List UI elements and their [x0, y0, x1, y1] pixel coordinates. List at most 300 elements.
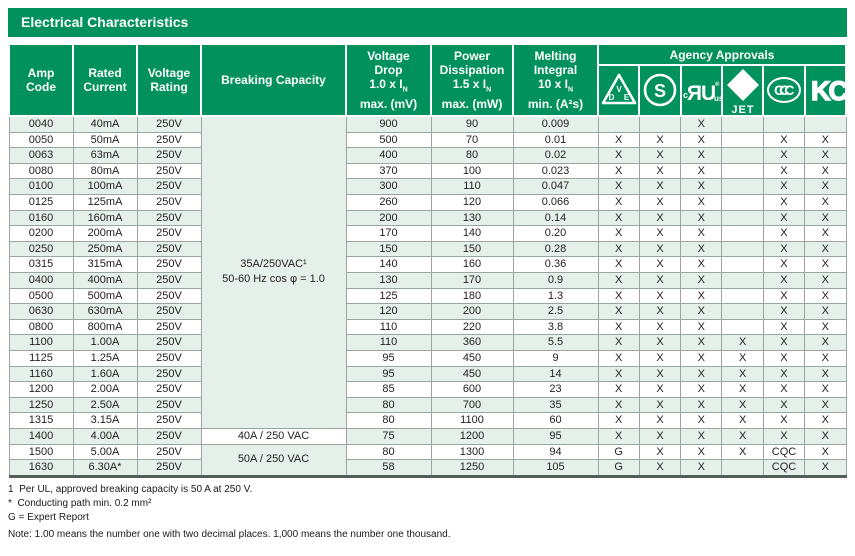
table-row	[9, 319, 846, 335]
cell-approval-ccc: X	[763, 241, 804, 257]
cell-power-dissipation: 1200	[431, 428, 513, 444]
cell-approval-pse-jet	[722, 288, 763, 304]
cell-melting-integral: 23	[513, 382, 598, 398]
cell-melting-integral: 0.20	[513, 226, 598, 242]
cell-voltage-drop: 130	[346, 272, 431, 288]
cell-power-dissipation: 160	[431, 257, 513, 273]
cell-amp-code: 0125	[9, 194, 73, 210]
footnote-expert-report: G = Expert Report	[8, 512, 89, 524]
cell-voltage-drop: 500	[346, 132, 431, 148]
cell-approval-vde: X	[598, 288, 639, 304]
cell-approval-ccc: X	[763, 210, 804, 226]
svg-text:CCC: CCC	[774, 82, 790, 98]
cell-rated-current: 5.00A	[73, 444, 137, 460]
cell-approval-vde: X	[598, 272, 639, 288]
svg-text:KC: KC	[810, 76, 846, 106]
table-row	[9, 163, 846, 179]
svg-text:PS: PS	[736, 75, 749, 85]
cell-voltage-rating: 250V	[137, 382, 201, 398]
table-row	[9, 460, 846, 477]
col-header-rated-current: Rated Current	[73, 44, 137, 116]
section-title: Electrical Characteristics	[8, 8, 847, 37]
cell-rated-current: 40mA	[73, 116, 137, 132]
cell-approval-semko-s: X	[639, 210, 680, 226]
cell-approval-vde: X	[598, 350, 639, 366]
cell-approval-pse-jet: X	[722, 444, 763, 460]
cell-melting-integral: 2.5	[513, 304, 598, 320]
cell-amp-code: 0315	[9, 257, 73, 273]
cell-approval-cul-us: X	[681, 163, 722, 179]
cell-voltage-drop: 140	[346, 257, 431, 273]
cell-approval-vde: X	[598, 132, 639, 148]
svg-text:E: E	[623, 93, 630, 102]
cell-amp-code: 1125	[9, 350, 73, 366]
col-header-melting-integral: Melting Integral 10 x $I_N$ min. (A²s)	[513, 44, 598, 116]
cell-voltage-rating: 250V	[137, 132, 201, 148]
cell-approval-kc: X	[805, 319, 846, 335]
cell-melting-integral: 95	[513, 428, 598, 444]
cell-approval-ccc: X	[763, 226, 804, 242]
cell-voltage-rating: 250V	[137, 241, 201, 257]
cell-approval-vde: X	[598, 179, 639, 195]
cell-approval-semko-s: X	[639, 148, 680, 164]
cell-melting-integral: 60	[513, 413, 598, 429]
table-row	[9, 272, 846, 288]
cell-approval-semko-s: X	[639, 335, 680, 351]
cell-voltage-rating: 250V	[137, 366, 201, 382]
cell-approval-cul-us: X	[681, 382, 722, 398]
cell-power-dissipation: 70	[431, 132, 513, 148]
cell-approval-pse-jet	[722, 226, 763, 242]
cell-amp-code: 1250	[9, 397, 73, 413]
cell-power-dissipation: 450	[431, 350, 513, 366]
cell-power-dissipation: 700	[431, 397, 513, 413]
cell-voltage-drop: 80	[346, 444, 431, 460]
table-row	[9, 226, 846, 242]
cell-power-dissipation: 150	[431, 241, 513, 257]
table-row	[9, 413, 846, 429]
cell-amp-code: 1500	[9, 444, 73, 460]
cell-rated-current: 250mA	[73, 241, 137, 257]
pse-jet-icon	[723, 66, 763, 115]
svg-text:ЯU: ЯU	[686, 82, 715, 105]
cell-amp-code: 1630	[9, 460, 73, 477]
table-row	[9, 288, 846, 304]
cell-approval-ccc: X	[763, 257, 804, 273]
cell-approval-pse-jet: X	[722, 397, 763, 413]
cell-power-dissipation: 600	[431, 382, 513, 398]
cell-approval-pse-jet	[722, 179, 763, 195]
cell-approval-kc: X	[805, 163, 846, 179]
cell-rated-current: 50mA	[73, 132, 137, 148]
cell-voltage-rating: 250V	[137, 194, 201, 210]
cell-approval-semko-s: X	[639, 132, 680, 148]
cell-voltage-drop: 900	[346, 116, 431, 132]
cell-amp-code: 0630	[9, 304, 73, 320]
cell-voltage-rating: 250V	[137, 350, 201, 366]
table-row	[9, 148, 846, 164]
cell-approval-semko-s: X	[639, 460, 680, 477]
cell-voltage-rating: 250V	[137, 148, 201, 164]
cell-approval-pse-jet	[722, 257, 763, 273]
table-row	[9, 257, 846, 273]
cell-approval-kc: X	[805, 428, 846, 444]
cell-voltage-rating: 250V	[137, 116, 201, 132]
col-header-voltage-drop: Voltage Drop 1.0 x $I_N$ max. (mV)	[346, 44, 431, 116]
cell-rated-current: 400mA	[73, 272, 137, 288]
cell-approval-ccc: X	[763, 304, 804, 320]
cell-approval-cul-us: X	[681, 288, 722, 304]
col-header-amp-code: Amp Code	[9, 44, 73, 116]
breaking-capacity-line: 40A / 250 VAC	[237, 429, 310, 442]
cell-approval-semko-s: X	[639, 257, 680, 273]
cell-power-dissipation: 450	[431, 366, 513, 382]
cell-approval-cul-us: X	[681, 241, 722, 257]
cell-melting-integral: 0.023	[513, 163, 598, 179]
cell-power-dissipation: 180	[431, 288, 513, 304]
cell-approval-kc: X	[805, 304, 846, 320]
cell-voltage-rating: 250V	[137, 335, 201, 351]
cell-amp-code: 0800	[9, 319, 73, 335]
table-row	[9, 179, 846, 195]
cell-approval-vde: X	[598, 257, 639, 273]
cell-approval-vde: X	[598, 335, 639, 351]
cell-rated-current: 315mA	[73, 257, 137, 273]
footnote-conducting-path: * Conducting path min. 0.2 mm²	[8, 498, 152, 510]
cell-approval-vde	[598, 116, 639, 132]
cell-approval-cul-us: X	[681, 460, 722, 477]
cell-approval-ccc: X	[763, 272, 804, 288]
agency-header-kc	[805, 65, 846, 116]
cell-approval-ccc: X	[763, 132, 804, 148]
agency-header-ccc	[763, 65, 804, 116]
cell-approval-kc	[805, 116, 846, 132]
table-row	[9, 366, 846, 382]
cell-amp-code: 0050	[9, 132, 73, 148]
cell-power-dissipation: 110	[431, 179, 513, 195]
cell-power-dissipation: 130	[431, 210, 513, 226]
kc-icon	[806, 67, 846, 114]
cell-approval-semko-s: X	[639, 163, 680, 179]
cell-approval-pse-jet: X	[722, 413, 763, 429]
cell-approval-ccc: CQC	[763, 460, 804, 477]
cell-approval-pse-jet: X	[722, 428, 763, 444]
cell-approval-vde: G	[598, 460, 639, 477]
cell-approval-pse-jet: X	[722, 382, 763, 398]
cell-approval-pse-jet	[722, 132, 763, 148]
cell-approval-kc: X	[805, 241, 846, 257]
breaking-capacity-line: 50A / 250 VAC	[237, 453, 310, 466]
cell-amp-code: 0063	[9, 148, 73, 164]
cell-approval-kc: X	[805, 460, 846, 477]
cell-melting-integral: 5.5	[513, 335, 598, 351]
cell-voltage-drop: 85	[346, 382, 431, 398]
col-header-voltage-rating: Voltage Rating	[137, 44, 201, 116]
cell-voltage-drop: 370	[346, 163, 431, 179]
cell-amp-code: 1160	[9, 366, 73, 382]
cell-approval-semko-s: X	[639, 304, 680, 320]
cell-approval-pse-jet	[722, 116, 763, 132]
cell-amp-code: 0040	[9, 116, 73, 132]
cell-rated-current: 2.50A	[73, 397, 137, 413]
cell-approval-vde: X	[598, 366, 639, 382]
cell-approval-vde: X	[598, 319, 639, 335]
cell-melting-integral: 0.066	[513, 194, 598, 210]
cell-approval-kc: X	[805, 257, 846, 273]
cell-approval-vde: X	[598, 163, 639, 179]
cell-voltage-drop: 400	[346, 148, 431, 164]
cell-voltage-drop: 200	[346, 210, 431, 226]
cell-rated-current: 800mA	[73, 319, 137, 335]
cell-power-dissipation: 140	[431, 226, 513, 242]
cell-breaking-capacity	[201, 444, 346, 476]
cell-approval-semko-s: X	[639, 366, 680, 382]
cell-voltage-rating: 250V	[137, 288, 201, 304]
cell-approval-vde: X	[598, 413, 639, 429]
cell-approval-cul-us: X	[681, 272, 722, 288]
cell-approval-kc: X	[805, 132, 846, 148]
table-row	[9, 397, 846, 413]
footnote-ul: 1 Per UL, approved breaking capacity is 50 A at 250 V.	[8, 484, 253, 496]
cell-power-dissipation: 90	[431, 116, 513, 132]
cell-rated-current: 63mA	[73, 148, 137, 164]
cell-voltage-drop: 80	[346, 413, 431, 429]
cell-approval-semko-s: X	[639, 397, 680, 413]
cell-voltage-drop: 170	[346, 226, 431, 242]
cell-approval-cul-us: X	[681, 226, 722, 242]
table-header	[9, 44, 846, 116]
cell-approval-pse-jet	[722, 241, 763, 257]
cell-voltage-rating: 250V	[137, 210, 201, 226]
cell-approval-kc: X	[805, 335, 846, 351]
cell-approval-semko-s: X	[639, 226, 680, 242]
cell-approval-kc: X	[805, 210, 846, 226]
table-row	[9, 116, 846, 132]
cell-voltage-drop: 110	[346, 319, 431, 335]
cell-voltage-drop: 300	[346, 179, 431, 195]
cell-voltage-rating: 250V	[137, 444, 201, 460]
cell-approval-cul-us: X	[681, 335, 722, 351]
cell-rated-current: 100mA	[73, 179, 137, 195]
cell-approval-ccc: X	[763, 148, 804, 164]
cell-approval-cul-us: X	[681, 116, 722, 132]
cell-power-dissipation: 1300	[431, 444, 513, 460]
cell-approval-ccc: X	[763, 366, 804, 382]
cell-voltage-rating: 250V	[137, 319, 201, 335]
cell-amp-code: 1100	[9, 335, 73, 351]
cell-approval-semko-s: X	[639, 444, 680, 460]
svg-text:S: S	[654, 81, 667, 101]
cell-approval-ccc: X	[763, 179, 804, 195]
cell-voltage-drop: 75	[346, 428, 431, 444]
cell-melting-integral: 9	[513, 350, 598, 366]
svg-text:E: E	[739, 85, 746, 95]
cell-approval-vde: X	[598, 226, 639, 242]
cell-power-dissipation: 170	[431, 272, 513, 288]
cell-voltage-drop: 95	[346, 366, 431, 382]
cell-voltage-drop: 125	[346, 288, 431, 304]
cell-rated-current: 125mA	[73, 194, 137, 210]
cell-approval-cul-us: X	[681, 304, 722, 320]
cell-approval-ccc: X	[763, 413, 804, 429]
cell-rated-current: 200mA	[73, 226, 137, 242]
cell-approval-cul-us: X	[681, 194, 722, 210]
cell-power-dissipation: 1100	[431, 413, 513, 429]
cell-power-dissipation: 220	[431, 319, 513, 335]
cell-approval-kc: X	[805, 413, 846, 429]
cell-amp-code: 0400	[9, 272, 73, 288]
vde-icon	[599, 67, 639, 114]
breaking-capacity-line: 50-60 Hz cos φ = 1.0	[222, 273, 325, 286]
cell-amp-code: 0200	[9, 226, 73, 242]
cell-melting-integral: 0.14	[513, 210, 598, 226]
footnote-number-format: Note: 1.00 means the number one with two decimal places. 1,000 means the number one thousand.	[8, 529, 451, 541]
cell-amp-code: 0080	[9, 163, 73, 179]
table-row	[9, 335, 846, 351]
cell-amp-code: 0250	[9, 241, 73, 257]
cell-rated-current: 1.00A	[73, 335, 137, 351]
cell-approval-kc: X	[805, 272, 846, 288]
agency-header-vde	[598, 65, 639, 116]
cell-rated-current: 3.15A	[73, 413, 137, 429]
table-row	[9, 210, 846, 226]
table-row	[9, 444, 846, 460]
cell-approval-vde: X	[598, 241, 639, 257]
footnotes	[8, 483, 847, 542]
ccc-icon	[764, 67, 804, 114]
cell-approval-kc: X	[805, 288, 846, 304]
table-row	[9, 350, 846, 366]
cell-melting-integral: 1.3	[513, 288, 598, 304]
cell-approval-cul-us: X	[681, 366, 722, 382]
cell-rated-current: 4.00A	[73, 428, 137, 444]
cell-approval-cul-us: X	[681, 397, 722, 413]
cell-voltage-rating: 250V	[137, 460, 201, 477]
cell-approval-ccc: X	[763, 194, 804, 210]
cell-approval-semko-s: X	[639, 382, 680, 398]
cell-approval-ccc: CQC	[763, 444, 804, 460]
cell-approval-ccc	[763, 116, 804, 132]
cell-approval-semko-s: X	[639, 288, 680, 304]
cell-approval-pse-jet	[722, 272, 763, 288]
table-row	[9, 304, 846, 320]
cell-amp-code: 1200	[9, 382, 73, 398]
cell-approval-cul-us: X	[681, 350, 722, 366]
cell-approval-ccc: X	[763, 163, 804, 179]
cell-approval-vde: X	[598, 148, 639, 164]
cell-voltage-drop: 120	[346, 304, 431, 320]
col-header-power-dissipation: Power Dissipation 1.5 x $I_N$ max. (mW)	[431, 44, 513, 116]
cell-approval-pse-jet	[722, 163, 763, 179]
cell-voltage-rating: 250V	[137, 257, 201, 273]
cell-approval-vde: X	[598, 428, 639, 444]
cell-power-dissipation: 360	[431, 335, 513, 351]
cell-approval-semko-s: X	[639, 413, 680, 429]
cell-approval-kc: X	[805, 350, 846, 366]
cell-approval-cul-us: X	[681, 148, 722, 164]
cell-approval-vde: X	[598, 210, 639, 226]
cell-amp-code: 0500	[9, 288, 73, 304]
cell-approval-cul-us: X	[681, 319, 722, 335]
cell-power-dissipation: 200	[431, 304, 513, 320]
cell-approval-pse-jet: X	[722, 335, 763, 351]
col-header-breaking-capacity: Breaking Capacity	[201, 44, 346, 116]
cul-us-icon	[682, 67, 724, 114]
cell-approval-ccc: X	[763, 428, 804, 444]
table-body	[9, 116, 846, 477]
cell-breaking-capacity	[201, 116, 346, 428]
cell-approval-vde: G	[598, 444, 639, 460]
cell-approval-semko-s: X	[639, 194, 680, 210]
cell-approval-pse-jet	[722, 319, 763, 335]
cell-approval-ccc: X	[763, 382, 804, 398]
cell-approval-kc: X	[805, 226, 846, 242]
cell-melting-integral: 0.28	[513, 241, 598, 257]
cell-approval-vde: X	[598, 382, 639, 398]
cell-breaking-capacity	[201, 428, 346, 444]
cell-voltage-drop: 260	[346, 194, 431, 210]
svg-text:us: us	[713, 94, 723, 103]
cell-voltage-rating: 250V	[137, 272, 201, 288]
cell-melting-integral: 35	[513, 397, 598, 413]
table-row	[9, 382, 846, 398]
cell-rated-current: 2.00A	[73, 382, 137, 398]
cell-melting-integral: 0.9	[513, 272, 598, 288]
cell-rated-current: 1.60A	[73, 366, 137, 382]
cell-approval-semko-s: X	[639, 319, 680, 335]
cell-rated-current: 630mA	[73, 304, 137, 320]
cell-amp-code: 1315	[9, 413, 73, 429]
cell-melting-integral: 0.047	[513, 179, 598, 195]
cell-rated-current: 1.25A	[73, 350, 137, 366]
cell-rated-current: 500mA	[73, 288, 137, 304]
cell-approval-cul-us: X	[681, 257, 722, 273]
table-row	[9, 241, 846, 257]
cell-amp-code: 0100	[9, 179, 73, 195]
cell-rated-current: 80mA	[73, 163, 137, 179]
cell-voltage-rating: 250V	[137, 397, 201, 413]
cell-approval-semko-s	[639, 116, 680, 132]
cell-approval-vde: X	[598, 194, 639, 210]
cell-approval-pse-jet	[722, 304, 763, 320]
cell-approval-kc: X	[805, 194, 846, 210]
cell-approval-pse-jet	[722, 210, 763, 226]
agency-header-pse-jet	[722, 65, 763, 116]
breaking-capacity-line: 35A/250VAC¹	[240, 258, 307, 271]
cell-approval-kc: X	[805, 397, 846, 413]
cell-approval-kc: X	[805, 382, 846, 398]
cell-approval-vde: X	[598, 304, 639, 320]
cell-melting-integral: 14	[513, 366, 598, 382]
cell-power-dissipation: 100	[431, 163, 513, 179]
cell-approval-cul-us: X	[681, 210, 722, 226]
cell-approval-semko-s: X	[639, 350, 680, 366]
svg-text:c: c	[682, 90, 688, 100]
cell-amp-code: 1400	[9, 428, 73, 444]
cell-approval-pse-jet	[722, 194, 763, 210]
cell-voltage-rating: 250V	[137, 179, 201, 195]
cell-melting-integral: 3.8	[513, 319, 598, 335]
table-row	[9, 132, 846, 148]
table-row	[9, 428, 846, 444]
cell-approval-cul-us: X	[681, 428, 722, 444]
cell-voltage-drop: 80	[346, 397, 431, 413]
agency-header-cul-us	[681, 65, 722, 116]
agency-header-semko-s	[639, 65, 680, 116]
svg-text:®: ®	[714, 82, 720, 88]
cell-voltage-rating: 250V	[137, 428, 201, 444]
cell-approval-ccc: X	[763, 319, 804, 335]
